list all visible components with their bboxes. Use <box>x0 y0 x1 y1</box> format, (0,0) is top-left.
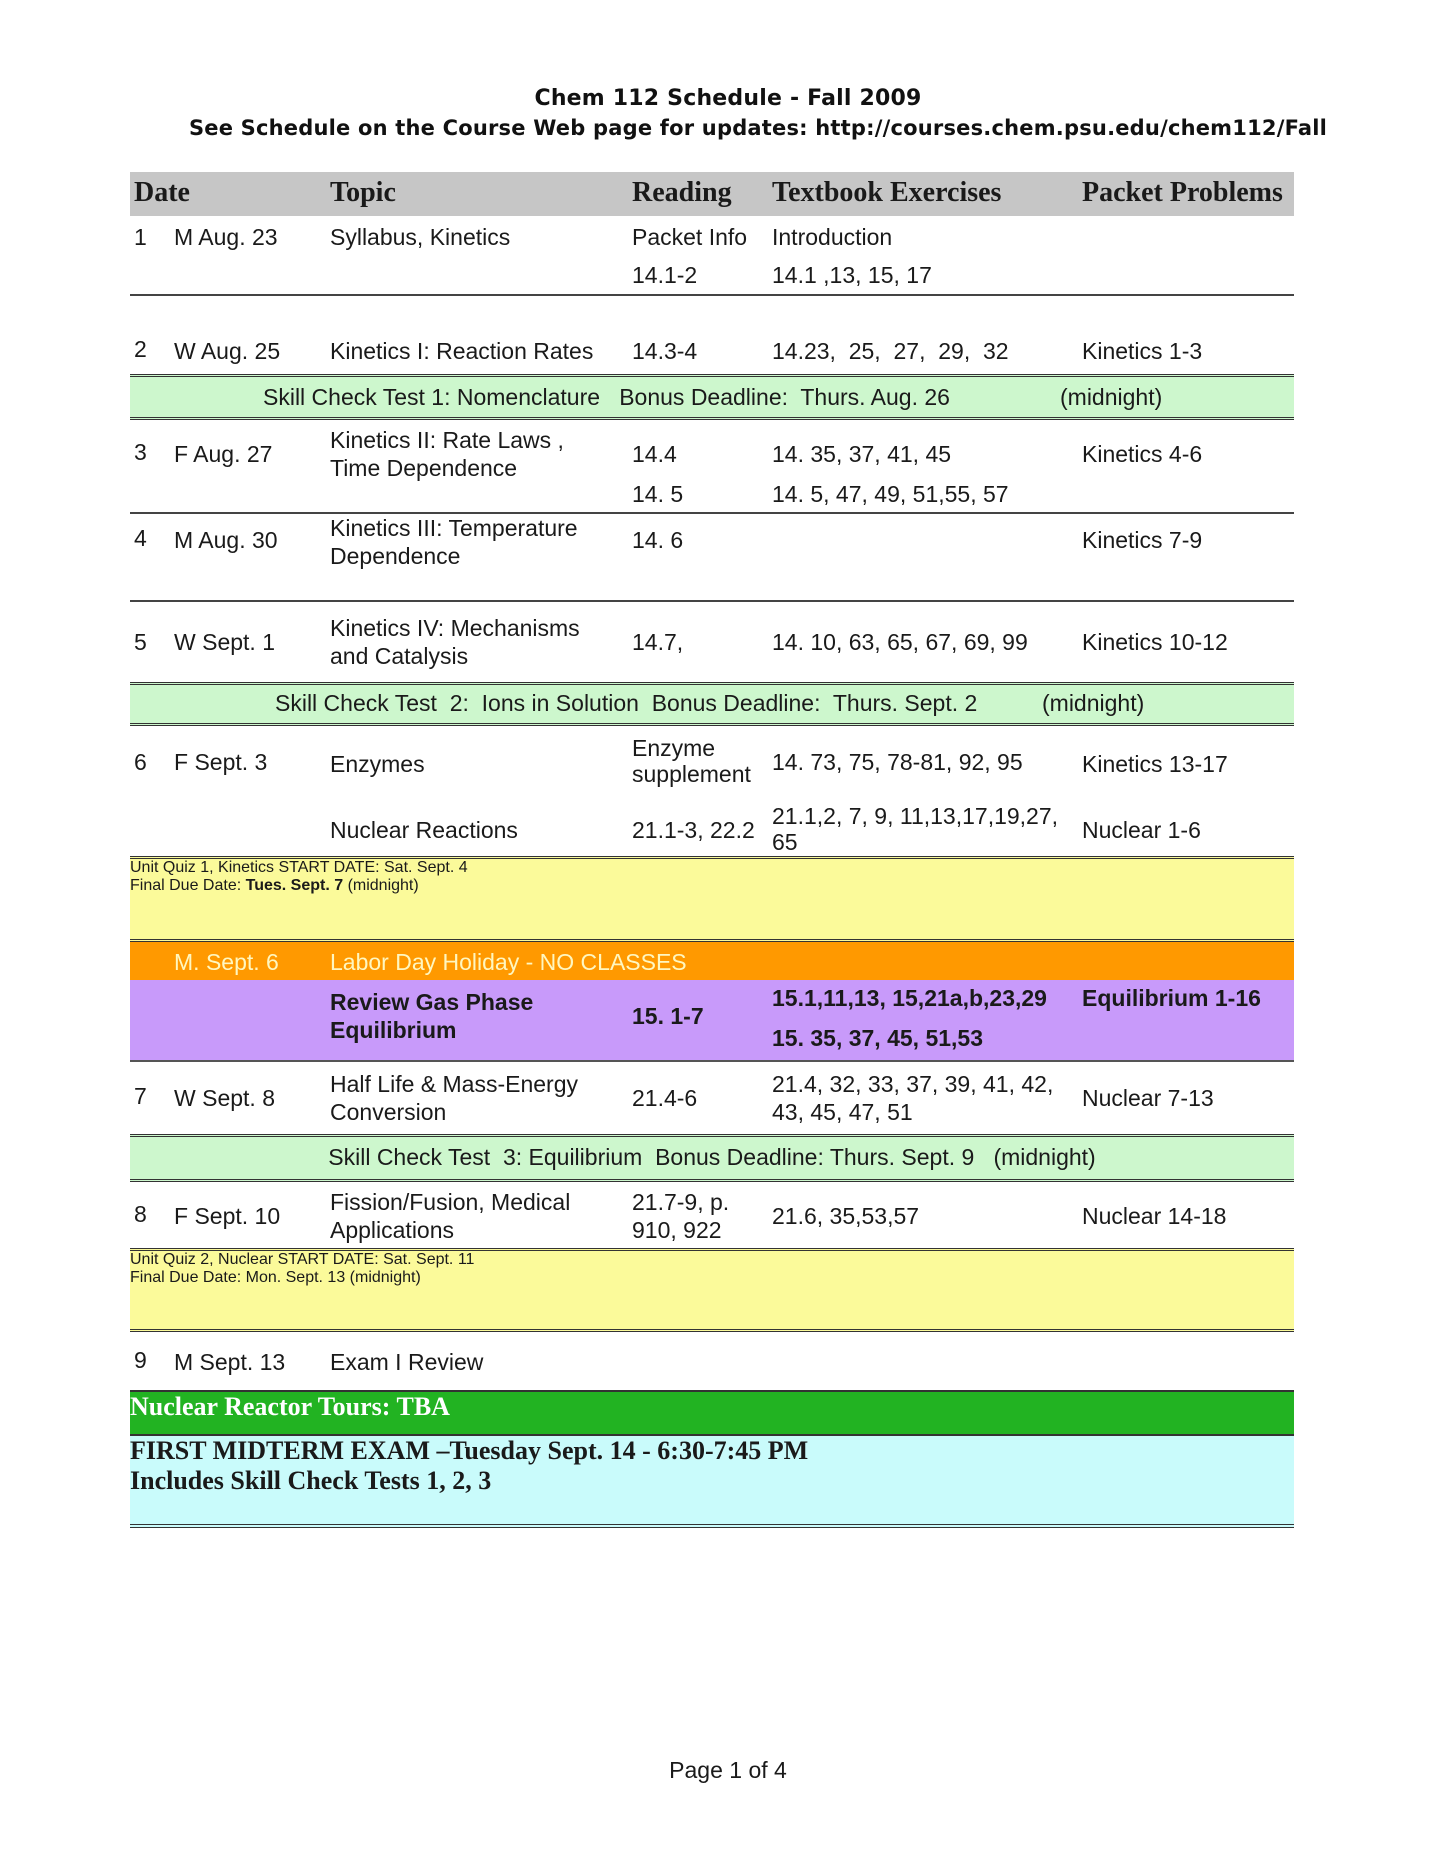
reactor-tours-banner <box>130 1390 1294 1436</box>
class-reading: Enzyme <box>632 735 716 761</box>
unit-quiz-line: Unit Quiz 1, Kinetics START DATE: Sat. Sept. 4 <box>130 859 468 876</box>
class-topic: and Catalysis <box>330 643 469 669</box>
review-row <box>130 980 1294 1062</box>
class-reading: 14.7, <box>632 629 684 655</box>
class-exercises: Introduction <box>772 224 893 250</box>
class-topic: Half Life & Mass-Energy <box>330 1071 578 1097</box>
class-topic: Kinetics I: Reaction Rates <box>330 338 594 364</box>
class-exercises: 21.6, 35,53,57 <box>772 1203 920 1229</box>
class-reading: supplement <box>632 761 751 787</box>
class-exercises: 43, 45, 47, 51 <box>772 1099 913 1125</box>
class-topic: Kinetics II: Rate Laws , <box>330 427 564 453</box>
review-topic: Equilibrium <box>330 1017 457 1043</box>
class-number: 1 <box>134 224 147 250</box>
class-topic: Applications <box>330 1217 455 1243</box>
due-date: Tues. Sept. 7 <box>245 877 344 894</box>
class-number: 3 <box>134 439 147 465</box>
due-note: (midnight) <box>343 877 419 894</box>
skill-check-note: (midnight) <box>1060 384 1163 410</box>
class-exercises: 21.4, 32, 33, 37, 39, 41, 42, <box>772 1071 1054 1097</box>
class-number: 2 <box>134 336 147 362</box>
class-date: M Aug. 23 <box>174 224 278 250</box>
col-header-topic: Topic <box>330 177 396 208</box>
class-packet: Nuclear 1-6 <box>1082 817 1201 843</box>
class-number: 6 <box>134 749 147 775</box>
table-row <box>130 1182 1294 1248</box>
class-date: F Sept. 10 <box>174 1203 281 1229</box>
midterm-banner <box>130 1436 1294 1528</box>
class-topic: Syllabus, Kinetics <box>330 224 511 250</box>
skill-check-text: Skill Check Test 2: Ions in Solution Bonus Deadline: Thurs. Sept. 2 <box>275 690 978 716</box>
class-packet: Kinetics 1-3 <box>1082 338 1203 364</box>
review-exercises: 15.1,11,13, 15,21a,b,23,29 <box>772 985 1047 1011</box>
reactor-tours-text: Nuclear Reactor Tours: TBA <box>130 1392 450 1421</box>
class-exercises: 14. 10, 63, 65, 67, 69, 99 <box>772 629 1028 655</box>
class-reading: Packet Info <box>632 224 748 250</box>
table-row <box>130 514 1294 602</box>
class-packet: Nuclear 7-13 <box>1082 1085 1214 1111</box>
class-packet: Kinetics 13-17 <box>1082 751 1228 777</box>
review-topic: Review Gas Phase <box>330 989 534 1015</box>
unit-quiz-banner <box>130 856 1294 942</box>
skill-check-banner <box>130 1134 1294 1182</box>
class-exercises: 14. 5, 47, 49, 51,55, 57 <box>772 481 1009 507</box>
class-exercises: 14. 73, 75, 78-81, 92, 95 <box>772 749 1023 775</box>
class-reading: 21.7-9, p. <box>632 1189 730 1215</box>
class-packet: Nuclear 14-18 <box>1082 1203 1227 1229</box>
class-topic: Fission/Fusion, Medical <box>330 1189 571 1215</box>
class-reading: 14.3-4 <box>632 338 698 364</box>
class-exercises: 14.23, 25, 27, 29, 32 <box>772 338 1009 364</box>
due-label: Final Due Date: <box>130 877 246 894</box>
holiday-date: M. Sept. 6 <box>174 949 279 975</box>
document-title: Chem 112 Schedule - Fall 2009 <box>534 86 922 111</box>
document-subtitle: See Schedule on the Course Web page for updates: http://courses.chem.psu.edu/chem112/Fall <box>188 116 1328 140</box>
col-header-exercises: Textbook Exercises <box>772 177 1002 208</box>
class-reading: 21.4-6 <box>632 1085 698 1111</box>
class-packet: Kinetics 7-9 <box>1082 527 1203 553</box>
class-reading: 21.1-3, 22.2 <box>632 817 755 843</box>
skill-check-note: (midnight) <box>1042 690 1145 716</box>
class-reading: 14.4 <box>632 441 677 467</box>
holiday-banner <box>130 942 1294 980</box>
table-row <box>130 218 1294 296</box>
class-reading: 14.1-2 <box>632 262 698 288</box>
class-date: F Aug. 27 <box>174 441 273 467</box>
review-reading: 15. 1-7 <box>632 1003 704 1029</box>
col-header-date: Date <box>134 177 190 208</box>
table-row <box>130 726 1294 856</box>
midterm-text: FIRST MIDTERM EXAM –Tuesday Sept. 14 - 6:30-7:45 PM <box>130 1436 809 1465</box>
class-exercises: 14. 35, 37, 41, 45 <box>772 441 952 467</box>
unit-quiz-due: Final Due Date: Mon. Sept. 13 (midnight) <box>130 1269 421 1286</box>
class-exercises: 21.1,2, 7, 9, 11,13,17,19,27, <box>772 803 1059 829</box>
schedule-table <box>130 172 1294 1528</box>
class-date: F Sept. 3 <box>174 749 268 775</box>
class-number: 7 <box>134 1083 147 1109</box>
class-date: M Aug. 30 <box>174 527 278 553</box>
table-row <box>130 1062 1294 1134</box>
table-row <box>130 420 1294 514</box>
class-topic: Kinetics IV: Mechanisms <box>330 615 580 641</box>
class-date: W Sept. 8 <box>174 1085 275 1111</box>
class-reading: 14. 5 <box>632 481 684 507</box>
table-row <box>130 296 1294 374</box>
class-number: 8 <box>134 1201 147 1227</box>
class-topic: Nuclear Reactions <box>330 817 518 843</box>
class-date: W Aug. 25 <box>174 338 281 364</box>
col-header-packet: Packet Problems <box>1082 177 1283 208</box>
unit-quiz-line: Unit Quiz 2, Nuclear START DATE: Sat. Sept. 11 <box>130 1251 475 1268</box>
skill-check-banner <box>130 374 1294 420</box>
class-topic: Enzymes <box>330 751 425 777</box>
class-topic: Dependence <box>330 543 461 569</box>
unit-quiz-due <box>130 877 1294 895</box>
table-row <box>130 602 1294 682</box>
class-number: 4 <box>134 525 147 551</box>
class-topic: Conversion <box>330 1099 447 1125</box>
class-reading: 910, 922 <box>632 1217 722 1243</box>
col-header-reading: Reading <box>632 177 732 208</box>
class-number: 5 <box>134 629 147 655</box>
holiday-text: Labor Day Holiday - NO CLASSES <box>330 949 687 975</box>
skill-check-text: Skill Check Test 3: Equilibrium Bonus Deadline: Thurs. Sept. 9 (midnight) <box>328 1144 1096 1170</box>
page-number: Page 1 of 4 <box>669 1757 787 1783</box>
skill-check-banner <box>130 682 1294 726</box>
class-topic: Time Dependence <box>330 455 518 481</box>
class-packet: Kinetics 10-12 <box>1082 629 1228 655</box>
review-exercises: 15. 35, 37, 45, 51,53 <box>772 1025 984 1051</box>
table-row <box>130 1332 1294 1390</box>
class-exercises: 14.1 ,13, 15, 17 <box>772 262 932 288</box>
review-packet: Equilibrium 1-16 <box>1082 985 1261 1011</box>
class-topic: Exam I Review <box>330 1349 484 1375</box>
class-topic: Kinetics III: Temperature <box>330 515 578 541</box>
class-date: M Sept. 13 <box>174 1349 286 1375</box>
table-header-row <box>130 172 1294 216</box>
skill-check-text: Skill Check Test 1: Nomenclature Bonus Deadline: Thurs. Aug. 26 <box>263 384 950 410</box>
class-reading: 14. 6 <box>632 527 684 553</box>
class-number: 9 <box>134 1347 147 1373</box>
midterm-includes: Includes Skill Check Tests 1, 2, 3 <box>130 1466 492 1495</box>
class-exercises: 65 <box>772 829 798 855</box>
class-date: W Sept. 1 <box>174 629 275 655</box>
unit-quiz-banner <box>130 1248 1294 1332</box>
class-packet: Kinetics 4-6 <box>1082 441 1203 467</box>
